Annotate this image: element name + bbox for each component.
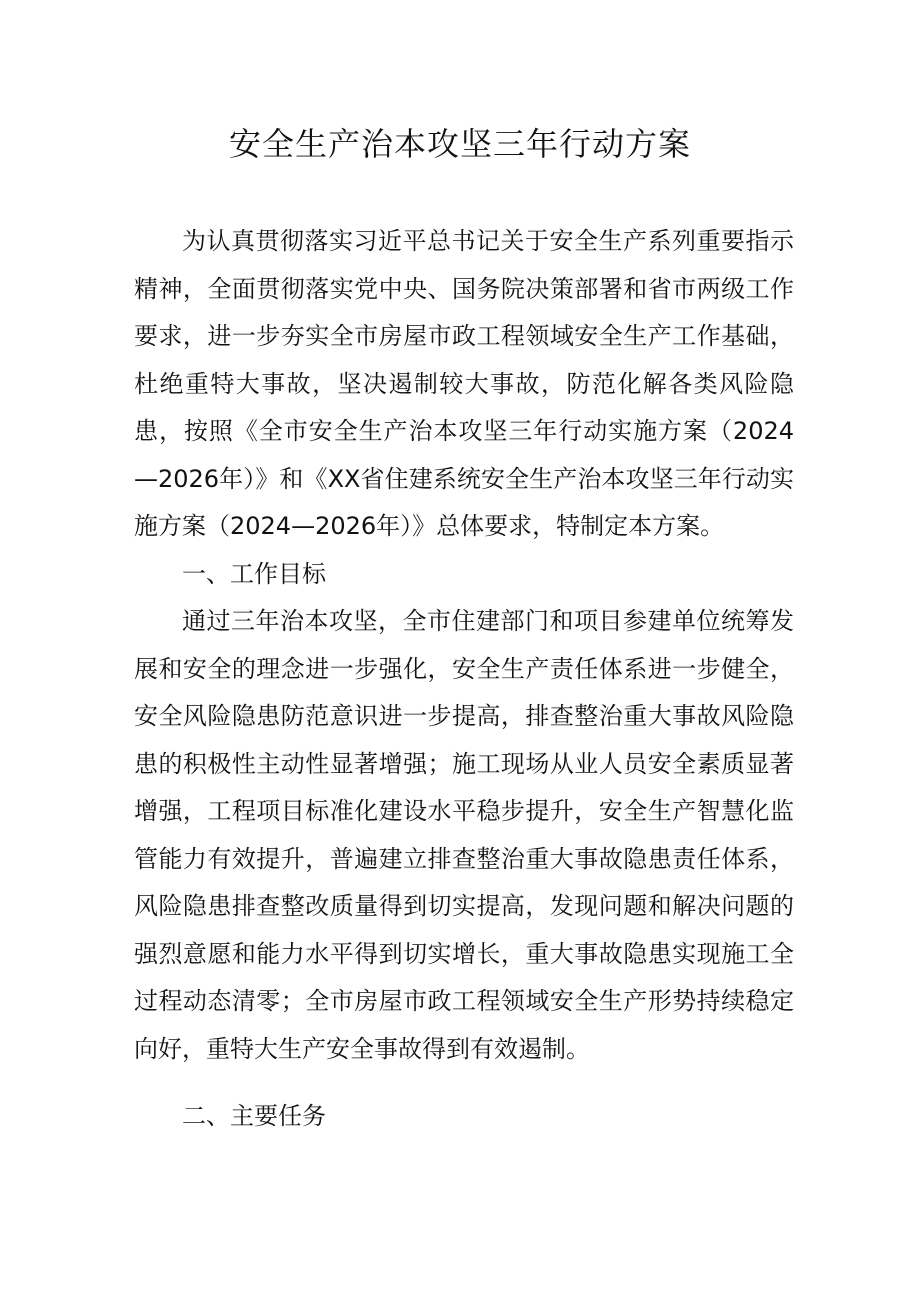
document-body <box>134 218 794 1141</box>
section-heading-main-tasks: 二、主要任务 <box>182 1102 326 1130</box>
section-heading-work-goals: 一、工作目标 <box>182 559 326 588</box>
intro-paragraph: 为认真贯彻落实习近平总书记关于安全生产系列重要指示精神，全面贯彻落实党中央、国务院决策部署和省市两级工作要求，进一步夯实全市房屋市政工程领域安全生产工作基础，杜绝重特大事故，坚决遏制较大事故，防范化解各类风险隐患，按照《全市安全生产治本攻坚三年行动实施方案（2024—2026年）》和《XX省住建系统安全生产治本攻坚三年行动实施方案（2024—2026年）》总体要求，特制定本方案。 <box>134 227 794 540</box>
work-goals-paragraph: 通过三年治本攻坚，全市住建部门和项目参建单位统筹发展和安全的理念进一步强化，安全生产责任体系进一步健全，安全风险隐患防范意识进一步提高，排查整治重大事故风险隐患的积极性主动性显著增强；施工现场从业人员安全素质显著增强，工程项目标准化建设水平稳步提升，安全生产智慧化监管能力有效提升，普遍建立排查整治重大事故隐患责任体系，风险隐患排查整改质量得到切实提高，发现问题和解决问题的强烈意愿和能力水平得到切实增长，重大事故隐患实现施工全过程动态清零；全市房屋市政工程领域安全生产形势持续稳定向好，重特大生产安全事故得到有效遏制。 <box>134 607 794 1063</box>
document-title: 安全生产治本攻坚三年行动方案 <box>228 125 691 163</box>
